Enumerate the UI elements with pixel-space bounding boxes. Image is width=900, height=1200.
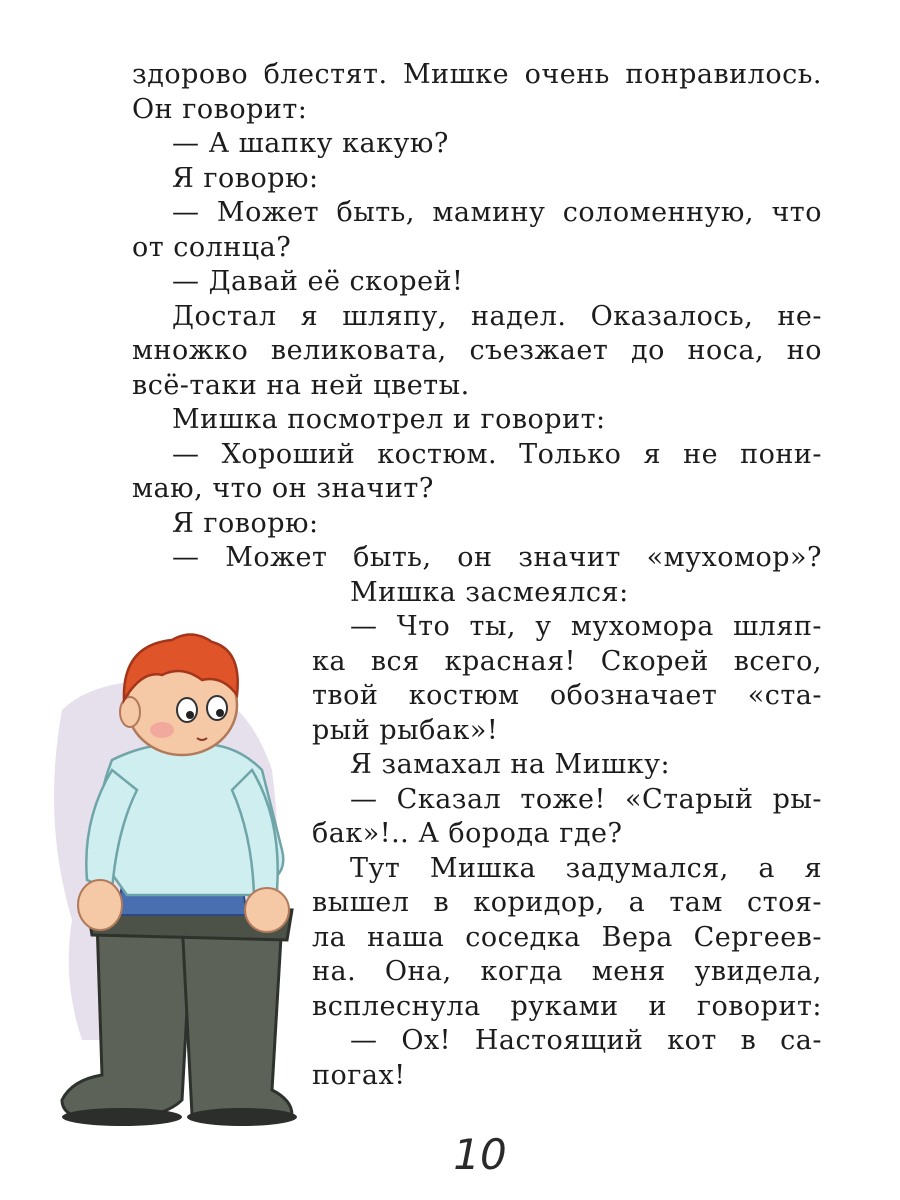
text-line: Я говорю: [172,162,319,194]
text-line: множко великовата, съезжает до носа, но [132,335,822,366]
text-line: Достал я шляпу, надел. Оказалось, не- [172,300,822,332]
text-line: вышел в коридор, а там стоя- [312,887,822,918]
right-boot-sole [187,1108,297,1126]
text-line: — Что ты, у мухомора шляп- [350,611,822,642]
text-line: Тут Мишка задумался, а я [350,852,822,884]
text-line: твой костюм обозначает «ста- [312,680,822,711]
text-line: ка вся красная! Скорей всего, [312,645,822,677]
text-line: — Хороший костюм. Только я не пони- [172,438,822,470]
text-line: Мишка засмеялся: [350,576,629,608]
page-number: 10 [453,1130,507,1179]
text-line: всё-таки на ней цветы. [132,369,470,401]
text-line: Я замахал на Мишку: [350,749,671,780]
text-line: Мишка посмотрел и говорит: [172,404,606,435]
left-hand [78,880,122,930]
text-line: от солнца? [132,231,292,263]
text-line: маю, что он значит? [132,473,434,504]
text-line: бак»!.. А борода где? [312,818,623,849]
text-line: Я говорю: [172,507,319,539]
left-pupil [186,711,194,719]
text-line: — Сказал тоже! «Старый ры- [350,783,822,815]
right-hand [245,888,289,932]
text-line: всплеснула руками и говорит: [312,990,822,1022]
cheek [150,722,174,738]
text-line: погах! [312,1059,406,1091]
left-boot-sole [62,1108,182,1126]
text-line: — Давай её скорей! [172,266,464,297]
text-line: — Ох! Настоящий кот в са- [350,1025,822,1056]
text-line: здорово блестят. Мишке очень понравилось. [132,59,822,90]
right-pupil [216,709,224,717]
boy-in-big-boots-illustration [42,620,312,1140]
text-line: ла наша соседка Вера Сергеев- [312,921,822,953]
illustration-svg [42,620,312,1140]
text-line: рый рыбак»! [312,714,499,746]
left-eye [177,698,197,722]
text-line: — Может быть, он значит «мухомор»? [172,542,822,573]
right-eye [207,696,227,720]
text-line: — А шапку какую? [172,128,449,159]
text-line: Он говорит: [132,93,308,125]
text-line: — Может быть, мамину соломенную, что [172,197,822,228]
right-boot [182,920,292,1120]
text-line: на. Она, когда меня увидела, [312,956,822,987]
